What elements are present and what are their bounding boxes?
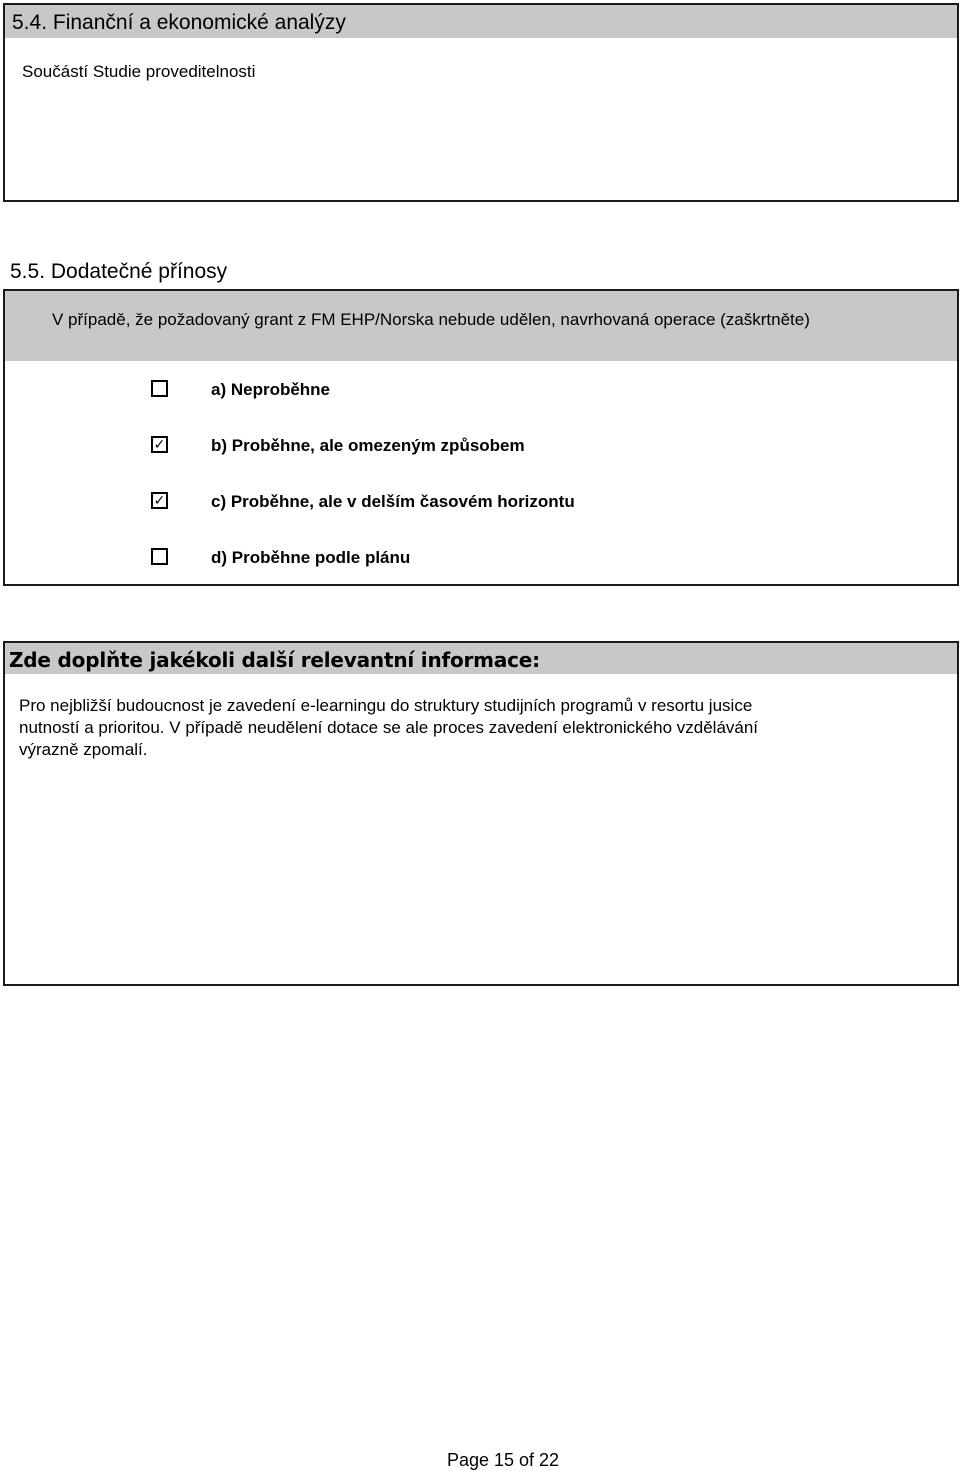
- option-label-c: c) Proběhne, ale v delším časovém horizontu: [211, 492, 575, 511]
- checkbox-option-b[interactable]: [151, 436, 168, 453]
- section-title-additional-benefits: 5.5. Dodatečné přínosy: [10, 260, 228, 283]
- check-mark-icon: ✓: [153, 492, 166, 508]
- check-mark-icon: ✓: [153, 436, 166, 452]
- info-title: Zde doplňte jakékoli další relevantní informace:: [9, 648, 540, 672]
- option-label-b: b) Proběhne, ale omezeným způsobem: [211, 436, 525, 455]
- checkbox-option-a[interactable]: [151, 380, 168, 397]
- checkbox-option-c[interactable]: [151, 492, 168, 509]
- section-additional-benefits: [3, 289, 959, 586]
- section-title: 5.4. Finanční a ekonomické analýzy: [12, 11, 346, 34]
- info-body: [19, 695, 939, 761]
- info-line: výrazně zpomalí.: [19, 740, 148, 759]
- info-line: nutností a prioritou. V případě neudělení dotace se ale proces zavedení elektronického vzdělávání: [19, 718, 759, 737]
- page-number: Page 15 of 22: [446, 1450, 560, 1470]
- question-text: V případě, že požadovaný grant z FM EHP/Norska nebude udělen, navrhovaná operace (zaškrtněte): [52, 310, 810, 329]
- section-financial-analysis: [3, 3, 959, 202]
- section-additional-info: [3, 641, 959, 986]
- option-label-d: d) Proběhne podle plánu: [211, 548, 411, 567]
- checkbox-option-d[interactable]: [151, 548, 168, 565]
- section-text: Součástí Studie proveditelnosti: [22, 62, 256, 81]
- info-line: Pro nejbližší budoucnost je zavedení e-learningu do struktury studijních programů v resortu jusice: [19, 696, 753, 715]
- option-label-a: a) Neproběhne: [211, 380, 331, 399]
